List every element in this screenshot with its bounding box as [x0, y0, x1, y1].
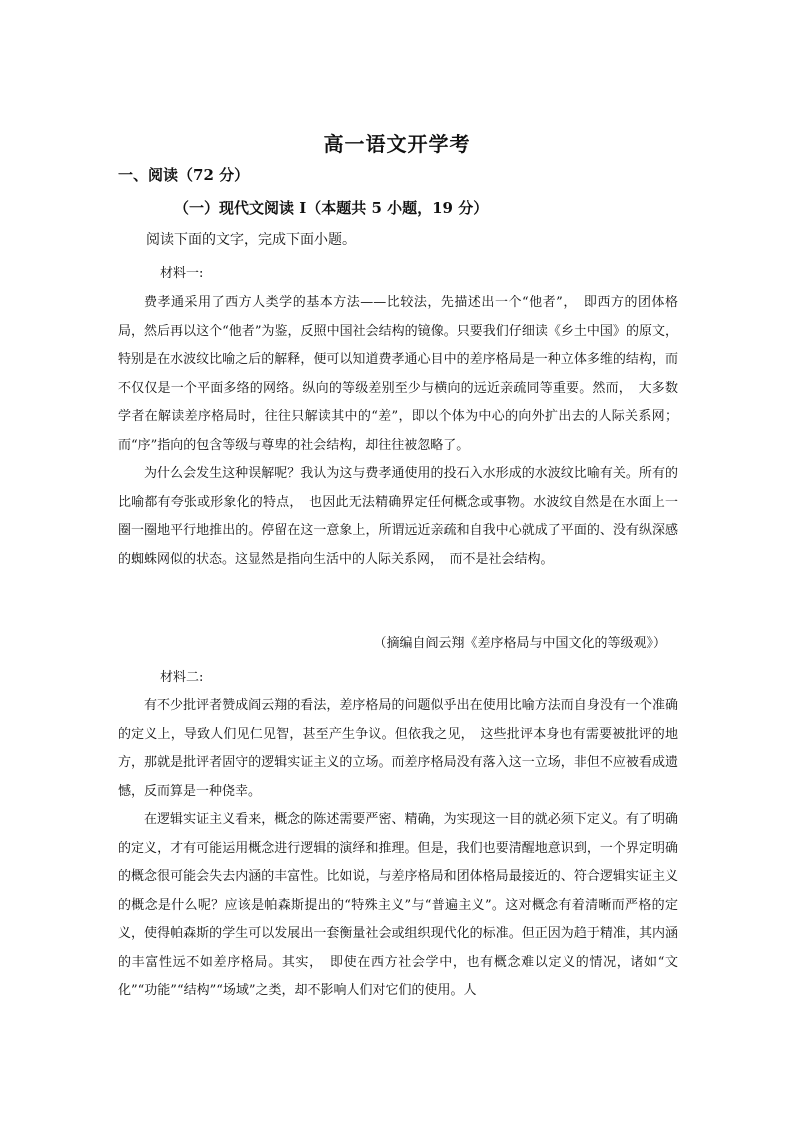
material-2-paragraph-2: 在逻辑实证主义看来，概念的陈述需要严密、精确，为实现这一目的就必须下定义。有了明确的定义，才有可能运用概念进行逻辑的演绎和推理。但是，我们也要清醒地意识到，一个界定明确的概念很可能会失去内涵的丰富性。比如说，与差序格局和团体格局最接近的、符合逻辑实证主义的概念是什么呢？应该是帕森斯提出的“特殊主义”与“普遍主义”。这对概念有着清晰而严格的定义，使得帕森斯的学生可以发展出一套衡量社会或组织现代化的标准。但正因为趋于精准，其内涵的丰富性远不如差序格局。其实， 即使在西方社会学中，也有概念难以定义的情况，诸如“文化”“功能”“结构”“场域”之类，却不影响人们对它们的使用。人: [118, 812, 678, 998]
sub-heading: （一）现代文阅读 I（本题共 5 小题，19 分）: [174, 199, 489, 217]
material-1-paragraph-1: 费孝通采用了西方人类学的基本方法——比较法，先描述出一个“他者”， 即西方的团体格局，然后再以这个“他者”为鉴，反照中国社会结构的镜像。只要我们仔细读《乡土中国》的原文，特别是在水波纹比喻之后的解释，便可以知道费孝通心目中的差序格局是一种立体多维的结构，而不仅仅是一个平面多络的网络。纵向的等级差别至少与横向的远近亲疏同等重要。然而， 大多数学者在解读差序格局时，往往只解读其中的“差”，即以个体为中心的向外扩出去的人际关系网；而“序”指向的包含等级与尊卑的社会结构，却往往被忽略了。: [118, 295, 678, 453]
material-2-paragraph-1: 有不少批评者赞成阎云翔的看法，差序格局的问题似乎出在使用比喻方法而自身没有一个准确的定义上，导致人们见仁见智，甚至产生争议。但依我之见， 这些批评本身也有需要被批评的地方，那就是批评者固守的逻辑实证主义的立场。而差序格局没有落入这一立场，非但不应被看成遗憾，反而算是一种侥幸。: [118, 698, 678, 799]
material-2-body: [118, 692, 678, 1006]
section-heading: 一、阅读（72 分）: [118, 166, 250, 184]
material-2-label: 材料二:: [160, 670, 204, 685]
material-1-source: （摘编自阎云翔《差序格局与中国文化的等级观》）: [373, 636, 666, 651]
document-title: 高一语文开学考: [323, 132, 471, 156]
material-1-label: 材料一:: [160, 266, 204, 281]
material-1-paragraph-2: 为什么会发生这种误解呢？我认为这与费孝通使用的投石入水形成的水波纹比喻有关。所有的比喻都有夸张或形象化的特点， 也因此无法精确界定任何概念或事物。水波纹自然是在水面上一圈一圈地平行地推出的。停留在这一意象上，所谓远近亲疏和自我中心就成了平面的、没有纵深感的蜘蛛网似的状态。这显然是指向生活中的人际关系网， 而不是社会结构。: [118, 466, 678, 567]
material-1-body: [118, 289, 678, 574]
instruction-text: 阅读下面的文字，完成下面小题。: [146, 232, 356, 248]
